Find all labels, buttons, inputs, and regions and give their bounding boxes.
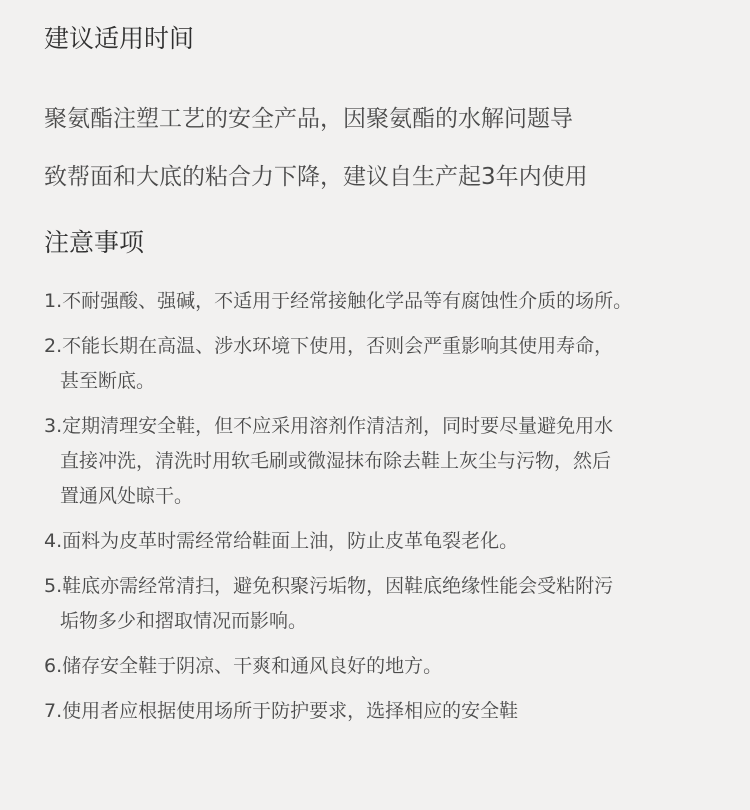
section-title-precautions: 注意事项: [44, 228, 145, 257]
usage-period-line: 致帮面和大底的粘合力下降，建议自生产起3年内使用: [44, 164, 588, 190]
precaution-line: 甚至断底。: [60, 370, 156, 392]
precaution-line: 直接冲洗，清洗时用软毛刷或微湿抹布除去鞋上灰尘与污物，然后: [60, 450, 612, 472]
usage-period-line: 聚氨酯注塑工艺的安全产品，因聚氨酯的水解问题导: [44, 106, 573, 132]
precaution-item: [44, 649, 734, 684]
precaution-item: [44, 524, 734, 559]
section-title-usage-period: 建议适用时间: [44, 24, 195, 53]
precaution-item: [44, 569, 734, 639]
precaution-line: 4.面料为皮革时需经常给鞋面上油，防止皮革龟裂老化。: [44, 530, 519, 552]
precautions-list: [44, 284, 734, 739]
precaution-item: [44, 409, 734, 514]
precaution-item: [44, 284, 734, 319]
precaution-line: 5.鞋底亦需经常清扫，避免积聚污垢物，因鞋底绝缘性能会受粘附污: [44, 575, 614, 597]
precaution-line: 置通风处晾干。: [60, 485, 194, 507]
usage-period-text: [44, 90, 734, 206]
precaution-line: 3.定期清理安全鞋，但不应采用溶剂作清洁剂，同时要尽量避免用水: [44, 415, 614, 437]
precaution-item: [44, 329, 734, 399]
precaution-line: 7.使用者应根据使用场所于防护要求，选择相应的安全鞋: [44, 700, 519, 722]
precaution-line: 2.不能长期在高温、涉水环境下使用，否则会严重影响其使用寿命，: [44, 335, 614, 357]
precaution-item: [44, 694, 734, 729]
precaution-line: 1.不耐强酸、强碱，不适用于经常接触化学品等有腐蚀性介质的场所。: [44, 290, 633, 312]
precaution-line: 6.储存安全鞋于阴凉、干爽和通风良好的地方。: [44, 655, 443, 677]
precaution-line: 垢物多少和摺取情况而影响。: [60, 610, 308, 632]
